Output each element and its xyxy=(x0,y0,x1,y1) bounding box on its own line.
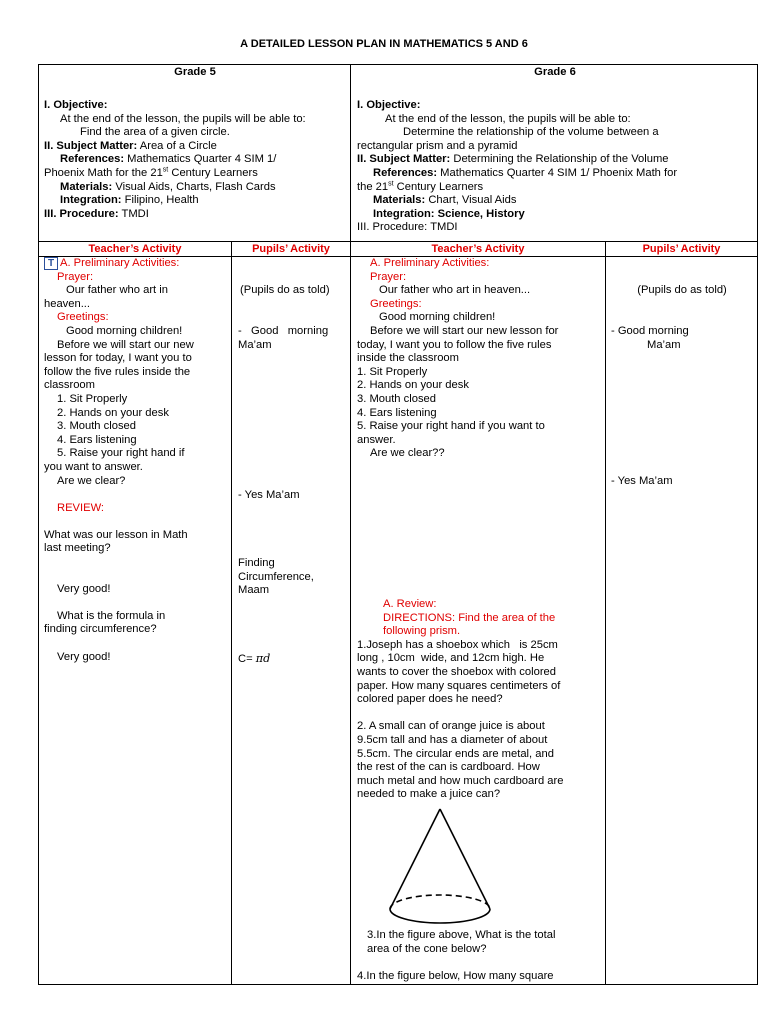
g6-materials-text: Chart, Visual Aids xyxy=(428,194,517,207)
g5-rules-a: Before we will start our new xyxy=(57,338,194,351)
g5-pupils-greet xyxy=(238,325,344,352)
g6-procedure-text: TMDI xyxy=(430,221,458,234)
g5-pupils-activity xyxy=(236,284,346,298)
cone-base-back xyxy=(390,895,490,909)
document-title: A DETAILED LESSON PLAN IN MATHEMATICS 5 AND 6 xyxy=(240,38,528,50)
g6-rule3: 3. Mouth closed xyxy=(357,392,436,405)
g6-procedure-label: III. Procedure: xyxy=(357,221,428,234)
g5-verygood1: Very good! xyxy=(57,582,111,595)
cone-left-edge xyxy=(390,809,440,909)
g6-rule2: 2. Hands on your desk xyxy=(357,379,469,392)
g6-directions-a: DIRECTIONS: Find the area of the xyxy=(383,611,556,624)
g5-materials-label: Materials: xyxy=(60,180,113,193)
g6-objective-intro: At the end of the lesson, the pupils will be able to: xyxy=(385,112,631,125)
g6-p1-c: wants to cover the shoebox with colored xyxy=(357,665,556,678)
g5-teacher-activity xyxy=(44,257,228,664)
g5-references-text-a: Mathematics Quarter 4 SIM 1/ xyxy=(127,153,277,166)
g6-problems-end xyxy=(357,929,600,983)
table-border-left xyxy=(38,64,39,985)
g5-objective-intro: At the end of the lesson, the pupils will be able to: xyxy=(60,112,306,125)
g6-p2-d: the rest of the can is cardboard. How xyxy=(357,761,540,774)
g6-materials-label: Materials: xyxy=(373,194,426,207)
g5-greet-b: Ma’am xyxy=(238,338,272,351)
g5-materials-text: Visual Aids, Charts, Flash Cards xyxy=(115,180,276,193)
grade-divider xyxy=(350,64,351,985)
g6-rules-c: inside the classroom xyxy=(357,352,459,365)
g5-procedure-text: TMDI xyxy=(121,207,149,220)
g6-rules-a: Before we will start our new lesson for xyxy=(370,324,559,337)
cone-right-edge xyxy=(440,809,490,909)
g5-prayer-text-a: Our father who art in xyxy=(66,284,168,297)
g5-pupils-header: Pupils’ Activity xyxy=(252,243,330,255)
g6-activity-divider xyxy=(605,241,606,985)
g5-pupils-answer xyxy=(238,557,344,598)
g6-p1-a: 1.Joseph has a shoebox which is 25cm xyxy=(357,638,558,651)
g5-q2-a: What is the formula in xyxy=(57,609,166,622)
g5-references-text-b2: Century Learners xyxy=(168,166,258,179)
g5-rules-b: lesson for today, I want you to xyxy=(44,352,192,365)
g5-prelim: A. Preliminary Activities: xyxy=(60,257,180,269)
g5-activity-divider xyxy=(231,241,232,985)
g6-references-text-a: Mathematics Quarter 4 SIM 1/ Phoenix Math for xyxy=(440,166,678,179)
g5-formula-prefix: C= xyxy=(238,653,256,665)
g6-rule4: 4. Ears listening xyxy=(357,406,437,419)
g6-greet-a: - Good morning xyxy=(611,325,689,337)
g5-prayer-text-b: heaven... xyxy=(44,297,91,310)
g6-review-block xyxy=(357,598,600,802)
table-border-bottom xyxy=(38,984,758,985)
g5-objective-text: Find the area of a given circle. xyxy=(80,126,230,139)
g5-rule5-a: 5. Raise your right hand if xyxy=(57,447,185,460)
g6-references-label: References: xyxy=(373,166,438,179)
g6-review: A. Review: xyxy=(383,598,437,610)
cone-figure xyxy=(380,805,530,925)
g6-p1-b: long , 10cm wide, and 12cm high. He xyxy=(357,652,545,665)
g5-rules-d: classroom xyxy=(44,379,95,392)
g6-subject-text: Determining the Relationship of the Volume xyxy=(453,153,669,166)
g6-rules-b: today, I want you to follow the five rules xyxy=(357,338,552,351)
g6-prelim: A. Preliminary Activities: xyxy=(370,257,490,269)
g6-greet-b: Ma’am xyxy=(647,338,681,351)
g6-greetings: Greetings: xyxy=(370,297,422,310)
g6-clear: Are we clear?? xyxy=(370,447,445,460)
g6-teacher-header: Teacher’s Activity xyxy=(431,243,525,255)
g6-pupils-yes: - Yes Ma’am xyxy=(611,475,673,487)
g5-procedure-label: III. Procedure: xyxy=(44,207,119,220)
g6-rule5-a: 5. Raise your right hand if you want to xyxy=(357,420,545,433)
g6-rule5-b: answer. xyxy=(357,433,396,446)
grade6-info xyxy=(357,65,753,235)
g6-p2-c: 5.5cm. The circular ends are metal, and xyxy=(357,747,554,760)
cone-base-front xyxy=(390,909,490,923)
g6-subject-label: II. Subject Matter: xyxy=(357,153,451,166)
g5-review: REVIEW: xyxy=(57,501,105,514)
g5-integration-label: Integration: xyxy=(60,194,122,207)
grade5-info xyxy=(44,65,346,221)
g5-ans1-c: Maam xyxy=(238,584,270,597)
t-marker[interactable]: T xyxy=(44,257,58,270)
g5-ans1-b: Circumference, xyxy=(238,570,314,583)
g5-greet-a: - Good morning xyxy=(238,325,329,337)
g5-rule1: 1. Sit Properly xyxy=(57,392,128,405)
g6-p1-e: colored paper does he need? xyxy=(357,693,503,706)
g6-p4-a: 4.In the figure below, How many square xyxy=(357,969,554,982)
g6-objective-text-b: rectangular prism and a pyramid xyxy=(357,139,518,152)
grade6-heading: Grade 6 xyxy=(534,66,576,78)
g5-integration-text: Filipino, Health xyxy=(124,194,199,207)
g6-pupils-header: Pupils’ Activity xyxy=(642,243,721,255)
g6-p2-f: needed to make a juice can? xyxy=(357,788,501,801)
g5-verygood2: Very good! xyxy=(57,650,111,663)
grade5-heading: Grade 5 xyxy=(174,66,216,78)
g6-pupils-greet xyxy=(611,325,753,352)
g6-told: (Pupils do as told) xyxy=(637,284,727,296)
g5-references-text-b1: Phoenix Math for the 21 xyxy=(44,166,163,179)
g6-p2-e: much metal and how much cardboard are xyxy=(357,774,564,787)
g6-integration-label: Integration: Science, History xyxy=(373,207,525,220)
g5-objective-label: I. Objective: xyxy=(44,99,108,111)
g6-references-text-b2: Century Learners xyxy=(393,180,484,193)
g6-prayer: Prayer: xyxy=(370,270,407,283)
g6-rule1: 1. Sit Properly xyxy=(357,365,428,378)
g6-p3-a: 3.In the figure above, What is the total xyxy=(367,929,556,941)
g6-references-sup: st xyxy=(388,179,394,187)
g6-p3-b: area of the cone below? xyxy=(367,942,487,955)
g5-clear: Are we clear? xyxy=(57,474,126,487)
g5-teacher-header: Teacher’s Activity xyxy=(88,243,182,255)
g5-q2-b: finding circumference? xyxy=(44,623,157,636)
g5-ans1-a: Finding xyxy=(238,557,275,569)
g6-p2-a: 2. A small can of orange juice is about xyxy=(357,720,545,733)
g6-p1-d: paper. How many squares centimeters of xyxy=(357,679,561,692)
g5-references-label: References: xyxy=(60,153,125,166)
g5-rule2: 2. Hands on your desk xyxy=(57,406,169,419)
table-border-right xyxy=(757,64,758,985)
g5-told: (Pupils do as told) xyxy=(240,284,330,296)
g5-pupils-formula xyxy=(238,652,344,667)
g5-rule3: 3. Mouth closed xyxy=(57,420,136,433)
g5-pupils-yes: - Yes Ma’am xyxy=(238,489,300,501)
g5-greetings-text: Good morning children! xyxy=(66,324,183,337)
g6-objective-label: I. Objective: xyxy=(357,99,421,111)
g5-rules-c: follow the five rules inside the xyxy=(44,365,191,378)
g6-references-text-b1: the 21 xyxy=(357,180,389,193)
g5-q1-a: What was our lesson in Math xyxy=(44,528,188,541)
g5-formula-math: πd xyxy=(255,652,271,665)
g5-subject-label: II. Subject Matter: xyxy=(44,139,138,152)
g6-p2-b: 9.5cm tall and has a diameter of about xyxy=(357,733,548,746)
g6-greetings-text: Good morning children! xyxy=(379,311,496,324)
g6-prayer-text: Our father who art in heaven... xyxy=(379,284,531,297)
g5-references-sup: st xyxy=(162,166,169,174)
g5-subject-text: Area of a Circle xyxy=(139,139,217,152)
g6-directions-b: following prism. xyxy=(383,625,461,638)
g6-objective-text-a: Determine the relationship of the volume between a xyxy=(403,126,659,139)
g5-rule5-b: you want to answer. xyxy=(44,460,143,473)
g5-greetings: Greetings: xyxy=(57,311,109,324)
g6-pupils-activity xyxy=(611,284,753,298)
g5-prayer: Prayer: xyxy=(57,270,94,283)
g6-teacher-activity xyxy=(357,257,600,461)
g5-q1-b: last meeting? xyxy=(44,542,111,555)
g5-rule4: 4. Ears listening xyxy=(57,433,137,446)
